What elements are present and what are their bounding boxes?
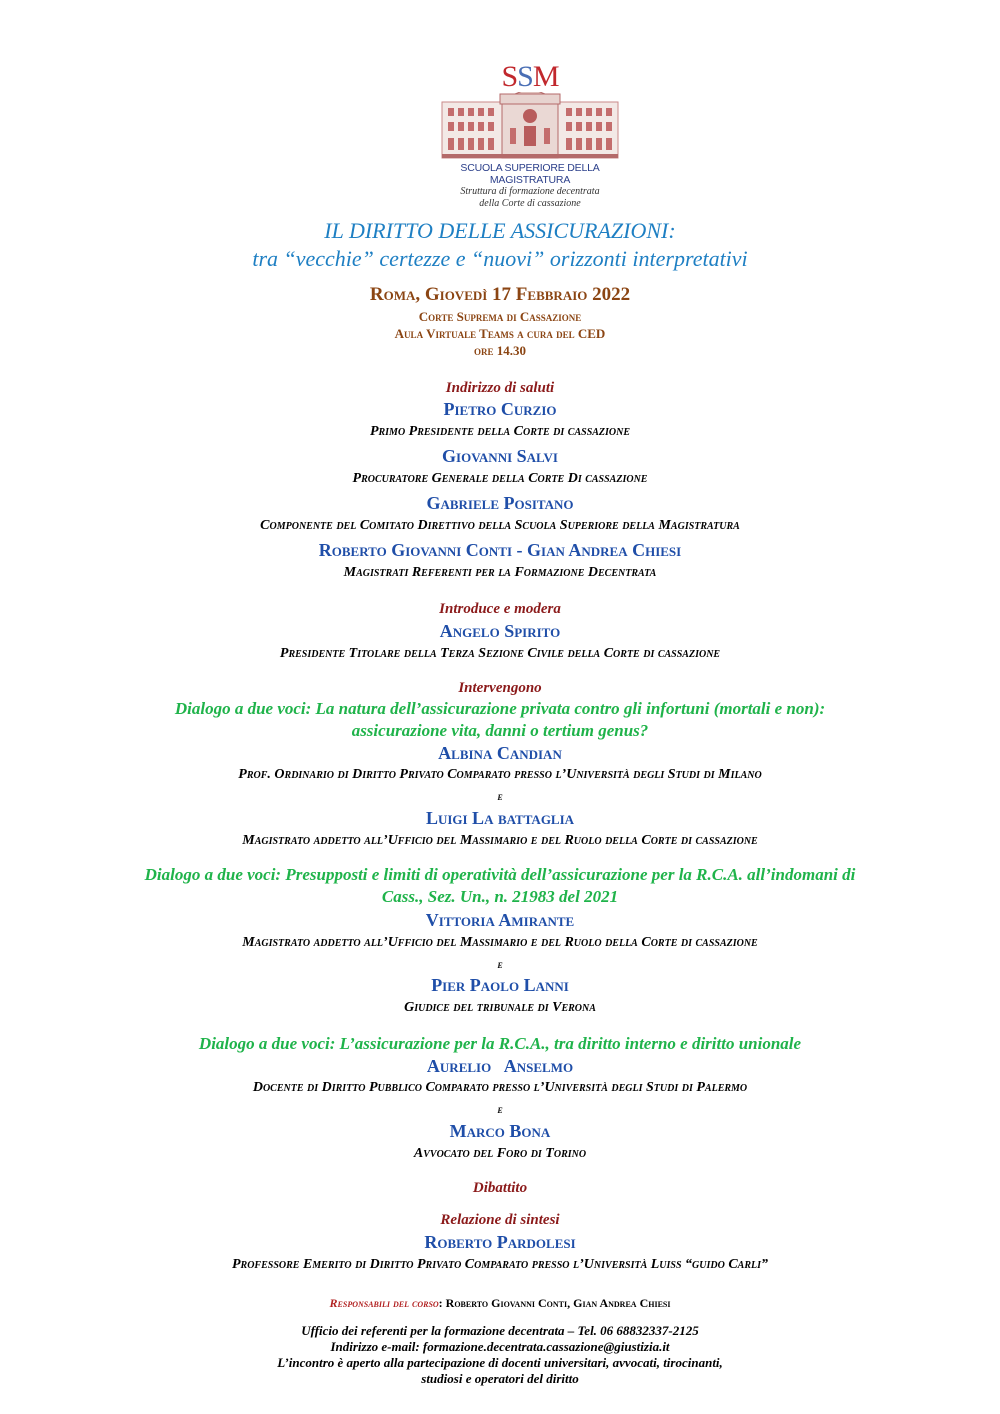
speaker-role: Magistrati Referenti per la Formazione Decentrata [343,565,657,580]
dialog-1-title-cont: assicurazione vita, danni o tertium genus? [351,721,649,740]
dialog-2-title-cont: Cass., Sez. Un., n. 21983 del 2021 [381,887,619,906]
speaker-role: Avvocato del Foro di Torino [413,1146,587,1161]
ssm-wordmark: SSM [501,60,559,93]
event-time: ore 14.30 [473,343,526,358]
course-managers-label: Responsabili del corso [329,1296,439,1310]
event-place: Corte Suprema di Cassazione [418,309,582,324]
speaker-name: Gabriele Positano [426,493,574,513]
moderator-role: Presidente Titolare della Terza Sezione Civile della Corte di cassazione [279,646,721,661]
ssm-logo [430,62,630,210]
course-managers-names: : Roberto Giovanni Conti, Gian Andrea Chiesi [438,1296,671,1310]
speaker-role: Primo Presidente della Corte di cassazione [369,424,631,439]
speaker-name: Luigi La battaglia [425,808,575,828]
conjunction: e [497,789,503,803]
speaker-role: Docente di Diritto Pubblico Comparato presso l’Università degli Studi di Palermo [252,1080,748,1095]
dialog-1-title: Dialogo a due voci: La natura dell’assicurazione privata contro gli infortuni (mortali e non): [174,699,826,718]
speaker-name: Pietro Curzio [443,399,557,419]
event-title: IL DIRITTO DELLE ASSICURAZIONI: [324,218,676,243]
footer-office: Ufficio dei referenti per la formazione decentrata – Tel. 06 68832337-2125 [301,1323,699,1338]
speaker-name: Aurelio Anselmo [426,1056,574,1076]
greetings-heading: Indirizzo di saluti [445,380,555,396]
logo-subtitle-2: della Corte di cassazione [479,198,581,209]
footer-email: Indirizzo e-mail: formazione.decentrata.cassazione@giustizia.it [330,1339,670,1354]
speaker-name: Giovanni Salvi [442,446,558,466]
speaker-role: Prof. Ordinario di Diritto Privato Comparato presso l’Università degli Studi di Milano [238,767,762,782]
speaker-name: Marco Bona [449,1121,551,1141]
school-name: SCUOLA SUPERIORE DELLA MAGISTRATURA [460,162,600,186]
dialog-3-title: Dialogo a due voci: L’assicurazione per la R.C.A., tra diritto interno e diritto unionale [198,1034,802,1053]
event-date: Roma, Giovedì 17 Febbraio 2022 [369,284,631,305]
dialog-2-title: Dialogo a due voci: Presupposti e limiti di operatività dell’assicurazione per la R.C.A. all’indomani di [144,865,856,884]
moderator-heading: Introduce e modera [439,601,561,617]
course-managers [0,1296,1000,1311]
speaker-name: Roberto Giovanni Conti - Gian Andrea Chiesi [318,540,682,560]
speaker-role: Procuratore Generale della Corte Di cassazione [352,471,648,486]
speaker-role: Componente del Comitato Direttivo della Scuola Superiore della Magistratura [260,518,740,533]
summary-speaker-name: Roberto Pardolesi [424,1232,576,1252]
palace-building-icon [440,92,620,160]
debate-heading: Dibattito [472,1180,528,1196]
logo-subtitle-1: Struttura di formazione decentrata [460,186,600,197]
speaker-role: Magistrato addetto all’Ufficio del Massimario e del Ruolo della Corte di cassazione [242,935,758,950]
speaker-name: Vittoria Amirante [425,910,575,930]
summary-speaker-role: Professore Emerito di Diritto Privato Comparato presso l’Università Luiss “guido Carli” [231,1257,769,1272]
footer-note-1: L’incontro è aperto alla partecipazione di docenti universitari, avvocati, tirocinanti, [277,1355,723,1370]
conjunction: e [497,957,503,971]
footer-note-2: studiosi e operatori del diritto [421,1371,579,1386]
summary-heading: Relazione di sintesi [440,1212,560,1228]
conjunction: e [497,1102,503,1116]
event-subtitle: tra “vecchie” certezze e “nuovi” orizzonti interpretativi [252,246,748,271]
speaker-role: Magistrato addetto all’Ufficio del Massimario e del Ruolo della Corte di cassazione [242,833,758,848]
moderator-name: Angelo Spirito [439,621,561,641]
event-room: Aula Virtuale Teams a cura del CED [394,326,606,341]
speaker-role: Giudice del tribunale di Verona [404,1000,596,1015]
speaker-name: Albina Candian [438,743,562,763]
speakers-heading: Intervengono [458,680,542,696]
speaker-name: Pier Paolo Lanni [431,975,569,995]
